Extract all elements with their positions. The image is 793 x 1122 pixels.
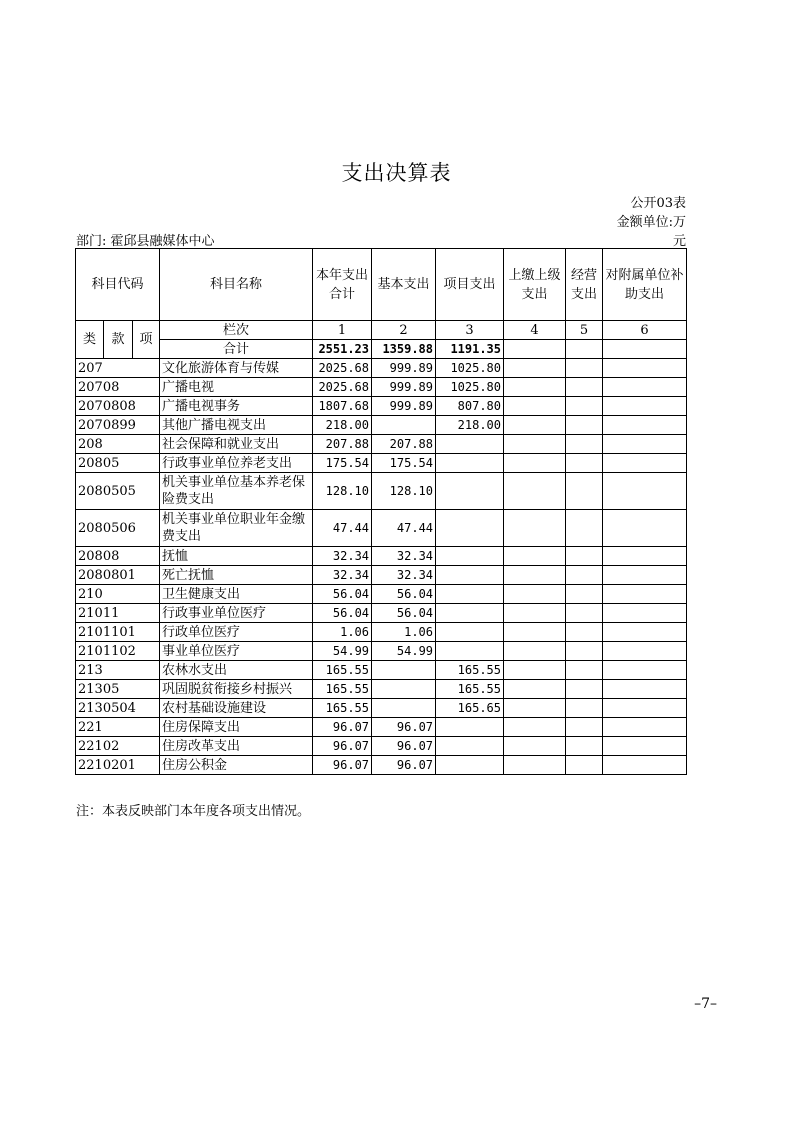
department-label: 部门: 霍邱县融媒体中心 <box>76 234 215 249</box>
row-total: 207.88 <box>313 435 372 454</box>
row-name: 其他广播电视支出 <box>160 416 313 435</box>
row-project: 165.65 <box>436 699 504 718</box>
table-row <box>76 604 687 623</box>
header-name: 科目名称 <box>160 249 313 321</box>
row-project <box>436 756 504 775</box>
row-basic: 47.44 <box>372 510 436 547</box>
table-row <box>76 566 687 585</box>
row-business <box>566 510 603 547</box>
row-upper <box>504 737 566 756</box>
row-name: 卫生健康支出 <box>160 585 313 604</box>
row-project <box>436 585 504 604</box>
row-subsidy <box>603 435 687 454</box>
empty-cell <box>603 340 687 359</box>
row-business <box>566 718 603 737</box>
row-code: 21305 <box>76 680 160 699</box>
row-code: 22102 <box>76 737 160 756</box>
row-business <box>566 756 603 775</box>
row-subsidy <box>603 397 687 416</box>
row-code: 20808 <box>76 547 160 566</box>
row-business <box>566 454 603 473</box>
row-code: 2080801 <box>76 566 160 585</box>
row-upper <box>504 547 566 566</box>
row-subsidy <box>603 359 687 378</box>
row-basic: 175.54 <box>372 454 436 473</box>
row-total: 96.07 <box>313 718 372 737</box>
row-basic: 96.07 <box>372 718 436 737</box>
table-row <box>76 397 687 416</box>
row-project: 1025.80 <box>436 378 504 397</box>
total-project: 1191.35 <box>436 340 504 359</box>
row-business <box>566 699 603 718</box>
page-title: 支出决算表 <box>341 161 452 185</box>
table-row <box>76 435 687 454</box>
row-name: 死亡抚恤 <box>160 566 313 585</box>
row-basic <box>372 699 436 718</box>
row-basic: 32.34 <box>372 547 436 566</box>
row-basic <box>372 680 436 699</box>
row-total: 2025.68 <box>313 359 372 378</box>
row-business <box>566 737 603 756</box>
row-upper <box>504 718 566 737</box>
header-code: 科目代码 <box>76 249 160 321</box>
row-subsidy <box>603 699 687 718</box>
row-upper <box>504 359 566 378</box>
row-total: 56.04 <box>313 585 372 604</box>
table-row <box>76 623 687 642</box>
row-project <box>436 454 504 473</box>
total-basic: 1359.88 <box>372 340 436 359</box>
column-number-row <box>76 321 687 340</box>
row-subsidy <box>603 680 687 699</box>
table-row <box>76 737 687 756</box>
total-row <box>76 340 687 359</box>
row-code: 2210201 <box>76 756 160 775</box>
row-total: 175.54 <box>313 454 372 473</box>
row-project: 165.55 <box>436 661 504 680</box>
table-row <box>76 416 687 435</box>
header-xiang: 项 <box>133 321 160 359</box>
header-total: 本年支出合计 <box>313 249 372 321</box>
row-basic: 999.89 <box>372 359 436 378</box>
row-basic <box>372 416 436 435</box>
row-name: 广播电视事务 <box>160 397 313 416</box>
row-basic: 999.89 <box>372 397 436 416</box>
row-subsidy <box>603 604 687 623</box>
table-row <box>76 378 687 397</box>
row-business <box>566 566 603 585</box>
row-total: 32.34 <box>313 547 372 566</box>
row-name: 行政事业单位养老支出 <box>160 454 313 473</box>
row-project <box>436 604 504 623</box>
row-code: 2101101 <box>76 623 160 642</box>
row-code: 21011 <box>76 604 160 623</box>
row-total: 96.07 <box>313 737 372 756</box>
row-subsidy <box>603 737 687 756</box>
row-name: 文化旅游体育与传媒 <box>160 359 313 378</box>
row-code: 208 <box>76 435 160 454</box>
row-business <box>566 585 603 604</box>
row-name: 广播电视 <box>160 378 313 397</box>
row-project: 807.80 <box>436 397 504 416</box>
header-row <box>76 249 687 321</box>
row-basic: 207.88 <box>372 435 436 454</box>
row-project <box>436 473 504 510</box>
row-subsidy <box>603 585 687 604</box>
row-basic: 96.07 <box>372 737 436 756</box>
col-num: 2 <box>372 321 436 340</box>
row-total: 96.07 <box>313 756 372 775</box>
row-business <box>566 397 603 416</box>
row-business <box>566 547 603 566</box>
col-num: 1 <box>313 321 372 340</box>
row-code: 207 <box>76 359 160 378</box>
row-upper <box>504 642 566 661</box>
row-upper <box>504 604 566 623</box>
row-upper <box>504 680 566 699</box>
row-total: 32.34 <box>313 566 372 585</box>
row-upper <box>504 585 566 604</box>
row-project <box>436 642 504 661</box>
row-basic: 56.04 <box>372 604 436 623</box>
row-basic: 96.07 <box>372 756 436 775</box>
row-subsidy <box>603 566 687 585</box>
table-row <box>76 699 687 718</box>
row-total: 128.10 <box>313 473 372 510</box>
row-name: 机关事业单位基本养老保险费支出 <box>160 473 313 510</box>
row-project <box>436 435 504 454</box>
total-total: 2551.23 <box>313 340 372 359</box>
empty-cell <box>566 340 603 359</box>
row-name: 住房公积金 <box>160 756 313 775</box>
table-row <box>76 756 687 775</box>
header-basic: 基本支出 <box>372 249 436 321</box>
row-code: 221 <box>76 718 160 737</box>
row-upper <box>504 661 566 680</box>
header-kuan: 款 <box>104 321 133 359</box>
row-business <box>566 604 603 623</box>
row-subsidy <box>603 416 687 435</box>
row-total: 165.55 <box>313 699 372 718</box>
header-subsidy: 对附属单位补助支出 <box>603 249 687 321</box>
row-business <box>566 416 603 435</box>
row-project: 218.00 <box>436 416 504 435</box>
row-code: 2080506 <box>76 510 160 547</box>
row-upper <box>504 397 566 416</box>
row-subsidy <box>603 718 687 737</box>
row-business <box>566 473 603 510</box>
row-basic: 54.99 <box>372 642 436 661</box>
row-subsidy <box>603 642 687 661</box>
page-number: –7– <box>694 996 717 1012</box>
table-row <box>76 642 687 661</box>
table-row <box>76 454 687 473</box>
col-num: 4 <box>504 321 566 340</box>
row-code: 2070808 <box>76 397 160 416</box>
row-project: 165.55 <box>436 680 504 699</box>
row-code: 210 <box>76 585 160 604</box>
row-basic: 128.10 <box>372 473 436 510</box>
row-basic: 1.06 <box>372 623 436 642</box>
col-num: 6 <box>603 321 687 340</box>
row-basic: 999.89 <box>372 378 436 397</box>
row-project <box>436 566 504 585</box>
row-basic: 56.04 <box>372 585 436 604</box>
row-name: 抚恤 <box>160 547 313 566</box>
row-total: 54.99 <box>313 642 372 661</box>
unit-label: 金额单位:万 <box>616 215 686 230</box>
row-name: 社会保障和就业支出 <box>160 435 313 454</box>
row-total: 2025.68 <box>313 378 372 397</box>
table-row <box>76 585 687 604</box>
header-lei: 类 <box>76 321 104 359</box>
row-business <box>566 378 603 397</box>
row-code: 2080505 <box>76 473 160 510</box>
row-code: 2101102 <box>76 642 160 661</box>
row-upper <box>504 756 566 775</box>
row-code: 2070899 <box>76 416 160 435</box>
row-subsidy <box>603 661 687 680</box>
row-upper <box>504 435 566 454</box>
col-num: 3 <box>436 321 504 340</box>
row-upper <box>504 623 566 642</box>
row-name: 机关事业单位职业年金缴费支出 <box>160 510 313 547</box>
header-lanci: 栏次 <box>160 321 313 340</box>
row-code: 213 <box>76 661 160 680</box>
row-subsidy <box>603 756 687 775</box>
row-upper <box>504 510 566 547</box>
row-business <box>566 435 603 454</box>
row-basic: 32.34 <box>372 566 436 585</box>
row-code: 20805 <box>76 454 160 473</box>
table-row <box>76 718 687 737</box>
row-project <box>436 623 504 642</box>
row-total: 218.00 <box>313 416 372 435</box>
table-row <box>76 680 687 699</box>
table-row <box>76 510 687 547</box>
row-name: 住房保障支出 <box>160 718 313 737</box>
unit-label-cont: 元 <box>672 234 686 249</box>
empty-cell <box>504 340 566 359</box>
table-row <box>76 473 687 510</box>
header-business: 经营支出 <box>566 249 603 321</box>
table-row <box>76 547 687 566</box>
row-code: 2130504 <box>76 699 160 718</box>
total-label: 合计 <box>160 340 313 359</box>
row-total: 56.04 <box>313 604 372 623</box>
row-business <box>566 623 603 642</box>
row-upper <box>504 416 566 435</box>
row-project <box>436 718 504 737</box>
row-business <box>566 661 603 680</box>
row-name: 农林水支出 <box>160 661 313 680</box>
row-upper <box>504 454 566 473</box>
header-upper: 上缴上级支出 <box>504 249 566 321</box>
row-project <box>436 510 504 547</box>
row-basic <box>372 661 436 680</box>
row-subsidy <box>603 378 687 397</box>
table-row <box>76 661 687 680</box>
header-project: 项目支出 <box>436 249 504 321</box>
table-number: 公开03表 <box>630 196 686 211</box>
row-name: 行政单位医疗 <box>160 623 313 642</box>
row-total: 165.55 <box>313 661 372 680</box>
row-upper <box>504 566 566 585</box>
row-subsidy <box>603 547 687 566</box>
row-project <box>436 547 504 566</box>
row-project: 1025.80 <box>436 359 504 378</box>
row-business <box>566 359 603 378</box>
row-subsidy <box>603 510 687 547</box>
row-total: 1807.68 <box>313 397 372 416</box>
col-num: 5 <box>566 321 603 340</box>
row-upper <box>504 473 566 510</box>
row-total: 165.55 <box>313 680 372 699</box>
table-row <box>76 359 687 378</box>
row-subsidy <box>603 623 687 642</box>
row-project <box>436 737 504 756</box>
expenditure-table <box>75 248 687 775</box>
row-code: 20708 <box>76 378 160 397</box>
row-upper <box>504 699 566 718</box>
row-upper <box>504 378 566 397</box>
row-business <box>566 642 603 661</box>
row-total: 1.06 <box>313 623 372 642</box>
row-name: 住房改革支出 <box>160 737 313 756</box>
row-name: 农村基础设施建设 <box>160 699 313 718</box>
row-name: 巩固脱贫衔接乡村振兴 <box>160 680 313 699</box>
row-total: 47.44 <box>313 510 372 547</box>
row-subsidy <box>603 473 687 510</box>
row-subsidy <box>603 454 687 473</box>
row-name: 行政事业单位医疗 <box>160 604 313 623</box>
row-business <box>566 680 603 699</box>
table-note: 注：本表反映部门本年度各项支出情况。 <box>76 804 311 819</box>
row-name: 事业单位医疗 <box>160 642 313 661</box>
